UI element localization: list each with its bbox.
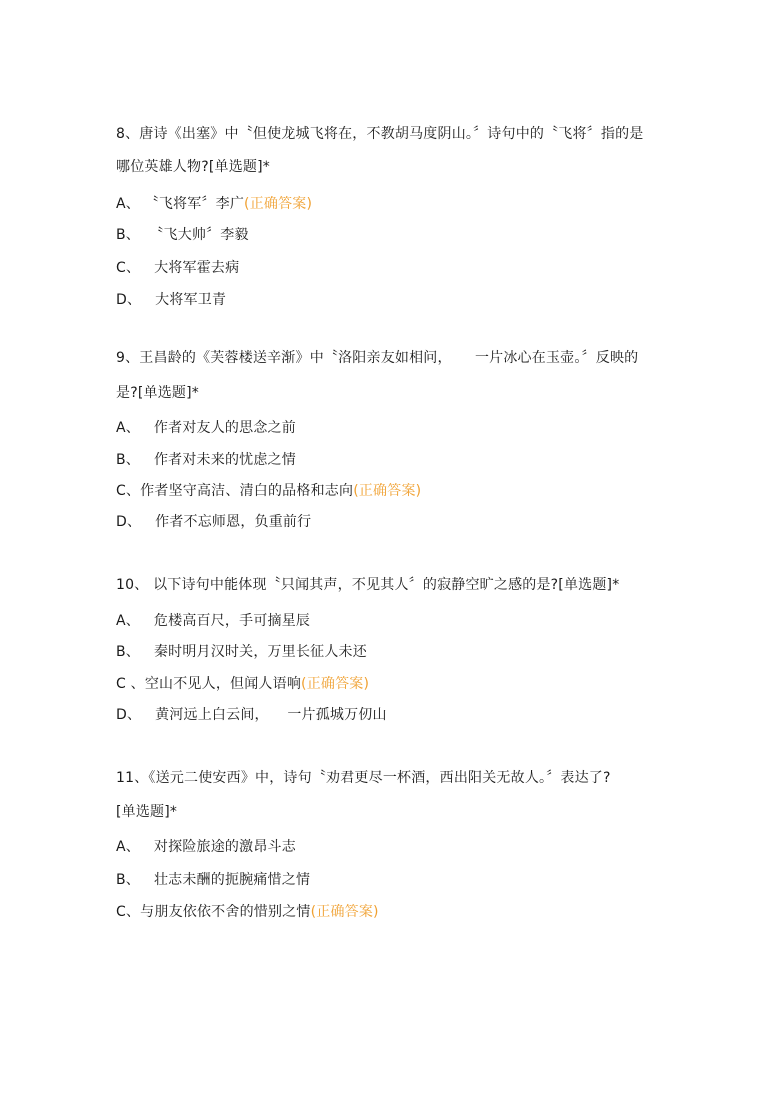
correct-answer-mark: (正确答案) [310,904,379,920]
option-text: B、 作者对未来的忧虑之情 [116,452,296,468]
option-text: C、 大将军霍去病 [116,260,240,276]
question-11-option-a [116,837,296,857]
option-text: A、 危楼高百尺，手可摘星辰 [116,613,311,629]
question-8-option-c [116,258,239,278]
option-text: C 、空山不见人，但闻人语响 [116,676,302,692]
question-8-option-d [116,290,226,310]
question-10-option-a [116,611,310,631]
correct-answer-mark: (正确答案) [353,483,422,499]
option-text: D、 大将军卫青 [116,292,227,308]
question-10-option-d [116,705,387,725]
option-text: B、 秦时明月汉时关，万里长征人未还 [116,644,367,660]
option-text: B、 〝飞大帅〞李毅 [116,227,249,243]
question-8-option-b [116,225,249,245]
question-9-stem-line-2: 是?[单选题]* [116,385,199,401]
question-9-option-d [116,512,311,532]
question-8-option-a [116,194,312,214]
option-text: D、 作者不忘师恩，负重前行 [116,514,312,530]
option-text: A、 作者对友人的思念之前 [116,420,296,436]
option-text: B、 壮志未酬的扼腕痛惜之情 [116,872,311,888]
question-11-stem-line-1: 11、《送元二使安西》中，诗句〝劝君更尽一杯酒，西出阳关无故人。〞表达了? [116,770,611,786]
question-9-stem-line-1: 9、王昌龄的《芙蓉楼送辛渐》中〝洛阳亲友如相问， 一片冰心在玉壶。〞反映的 [116,350,639,366]
question-9-option-c [116,481,421,501]
option-text: C、作者坚守高洁、清白的品格和志向 [116,483,354,499]
correct-answer-mark: (正确答案) [244,196,313,212]
question-8-stem-line-1: 8、唐诗《出塞》中〝但使龙城飞将在，不教胡马度阴山。〞诗句中的〝飞将〞指的是 [116,126,644,142]
option-text: C、与朋友依依不舍的惜别之情 [116,904,311,920]
question-10-option-c [116,674,369,694]
option-text: D、 黄河远上白云间， 一片孤城万仞山 [116,707,387,723]
question-10-stem-line-1: 10、 以下诗句中能体现〝只闻其声，不见其人〞的寂静空旷之感的是?[单选题]* [116,577,620,593]
option-text: A、 对探险旅途的激昂斗志 [116,839,296,855]
option-text: A、 〝飞将军〞李广 [116,196,245,212]
correct-answer-mark: (正确答案) [301,676,370,692]
question-11-option-c [116,902,379,922]
question-10-option-b [116,642,367,662]
question-11-stem-line-2: [单选题]* [116,804,178,820]
question-11-option-b [116,870,310,890]
question-8-stem-line-2: 哪位英雄人物?[单选题]* [116,159,270,175]
question-9-option-b [116,450,296,470]
question-9-option-a [116,418,296,438]
